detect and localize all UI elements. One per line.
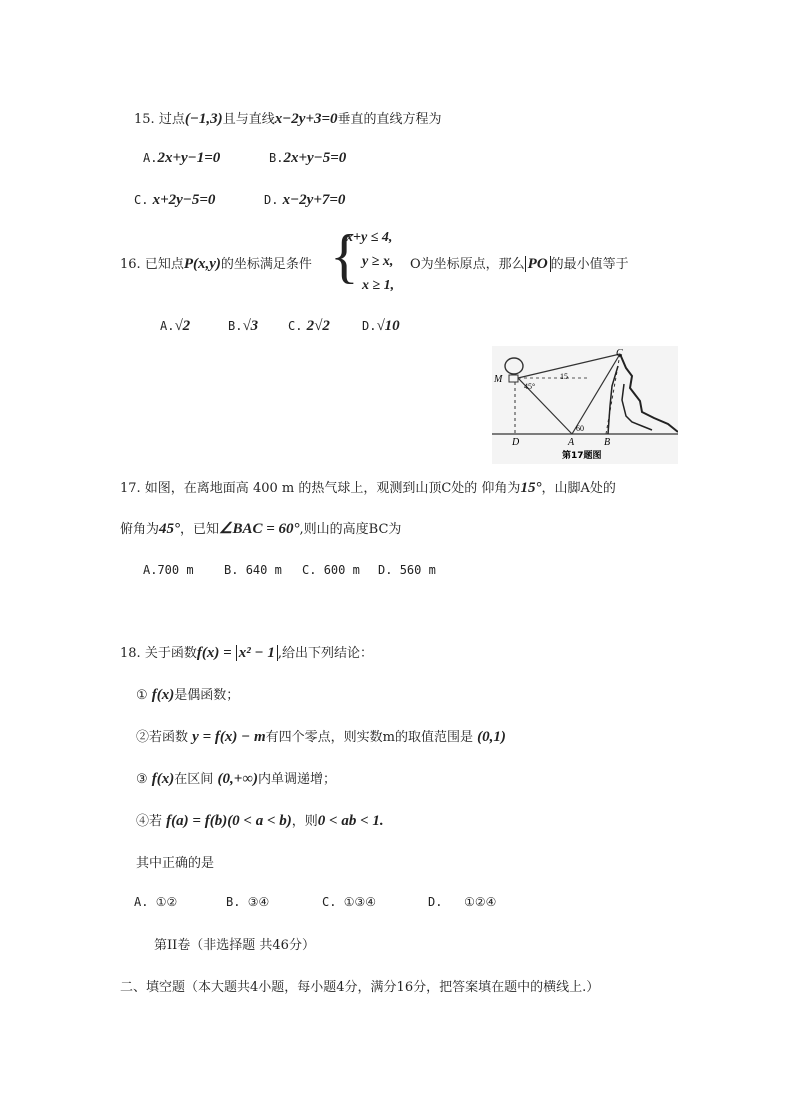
label-b: B xyxy=(604,437,611,448)
q18-statement-4: ④若 f(a) = f(b)(0 < a < b)，则0 < ab < 1. xyxy=(136,813,384,829)
figure-background xyxy=(492,346,678,464)
q18-question: 其中正确的是 xyxy=(136,856,215,871)
q15-stem: 15. 过点(−1,3)且与直线x−2y+3=0垂直的直线方程为 xyxy=(134,111,442,127)
label-d: D xyxy=(512,437,520,448)
q17-stem-line1: 17. 如图，在离地面高 400 m 的热气球上，观测到山顶C处的 仰角为15°，山脚A处的 xyxy=(120,480,616,496)
q18-option-a[interactable]: A. ①② xyxy=(134,895,178,909)
label-m: M xyxy=(494,374,503,385)
q15-option-d[interactable]: D. x−2y+7=0 xyxy=(264,192,346,208)
q16-stem-tail: O为坐标原点，那么 PO 的最小值等于 xyxy=(410,256,629,272)
q17-option-c[interactable]: C. 600 m xyxy=(302,563,360,577)
q18-stem: 18. 关于函数f(x) = x² − 1 ,给出下列结论： xyxy=(120,645,374,661)
q18-statement-1: ① f(x)是偶函数； xyxy=(136,687,240,703)
q16-stem: 16. 已知点P(x,y)的坐标满足条件 xyxy=(120,256,312,272)
q16-option-c[interactable]: C. 2√2 xyxy=(288,318,330,334)
label-a: A xyxy=(568,437,575,448)
label-angle-15: 15 xyxy=(560,372,568,381)
label-angle-45: 45° xyxy=(524,382,536,391)
q17-figure xyxy=(492,346,678,464)
q17-option-b[interactable]: B. 640 m xyxy=(224,563,282,577)
q16-option-d[interactable]: D.√10 xyxy=(362,318,400,334)
section-fill-in-heading: 二、填空题（本大题共4小题，每小题4分，满分16分，把答案填在题中的横线上.） xyxy=(120,980,600,995)
label-c: C xyxy=(616,348,623,359)
q16-condition-1: x+y ≤ 4, xyxy=(346,230,393,245)
q18-option-b[interactable]: B. ③④ xyxy=(226,895,270,909)
q16-option-b[interactable]: B.√3 xyxy=(228,318,259,334)
q16-condition-2: y ≥ x, xyxy=(362,254,394,269)
q17-stem-line2: 俯角为45°，已知∠BAC = 60°,则山的高度BC为 xyxy=(120,521,402,537)
q18-statement-2: ②若函数 y = f(x) − m有四个零点，则实数m的取值范围是 (0,1) xyxy=(136,729,506,745)
q18-option-c[interactable]: C. ①③④ xyxy=(322,895,376,909)
q15-option-a[interactable]: A.2x+y−1=0 xyxy=(143,150,221,166)
q18-option-d[interactable]: D. ①②④ xyxy=(428,895,497,909)
q16-condition-3: x ≥ 1, xyxy=(362,278,395,293)
q18-statement-3: ③ f(x)在区间 (0,+∞)内单调递增； xyxy=(136,771,336,787)
q16-option-a[interactable]: A.√2 xyxy=(160,318,191,334)
figure-caption: 第17题图 xyxy=(562,451,602,461)
q15-option-b[interactable]: B.2x+y−5=0 xyxy=(269,150,347,166)
q17-option-a[interactable]: A.700 m xyxy=(143,563,194,577)
q17-option-d[interactable]: D. 560 m xyxy=(378,563,436,577)
q15-option-c[interactable]: C. x+2y−5=0 xyxy=(134,192,216,208)
label-angle-60: 60 xyxy=(576,424,584,433)
q16-brace: { xyxy=(330,223,359,289)
part2-title: 第II卷（非选择题 共46分） xyxy=(154,938,315,953)
